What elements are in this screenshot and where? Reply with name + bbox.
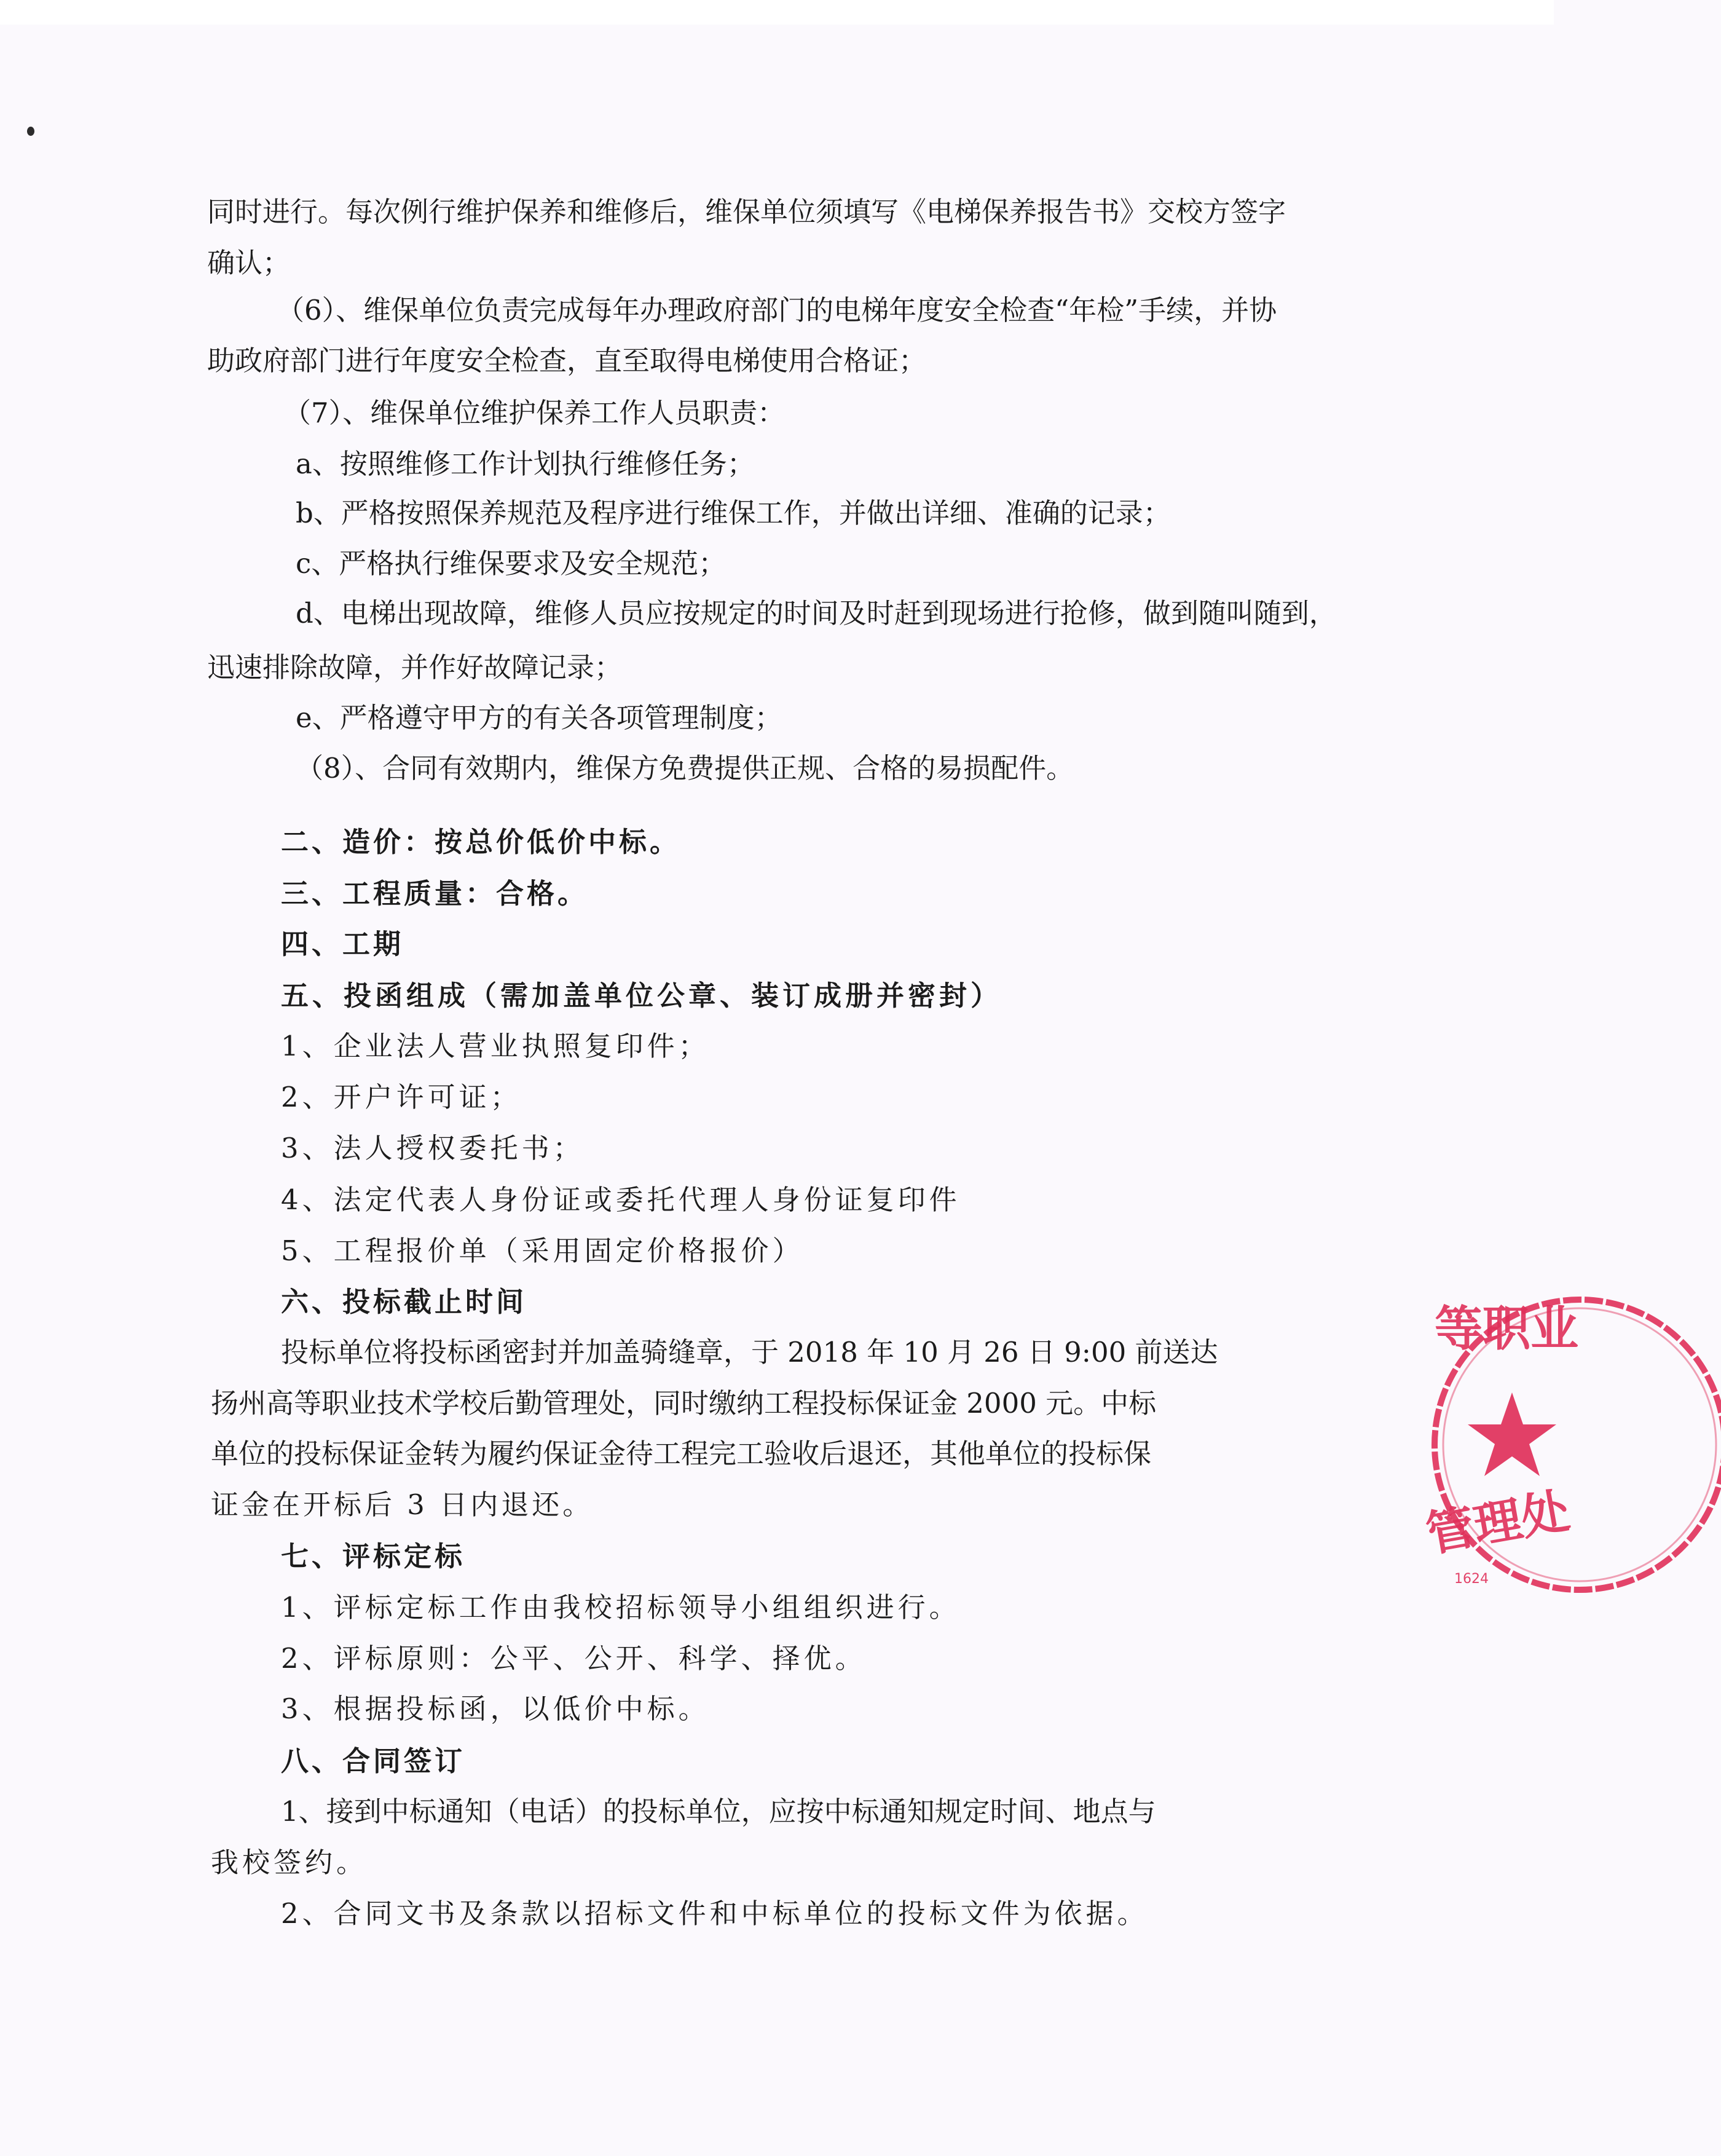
text-line: a、按照维修工作计划执行维修任务； bbox=[296, 448, 755, 480]
text-line: 1、评标定标工作由我校招标领导小组组织进行。 bbox=[281, 1591, 961, 1624]
text-line: 2、评标原则：公平、公开、科学、择优。 bbox=[281, 1642, 867, 1675]
text-line: 3、根据投标函，以低价中标。 bbox=[281, 1692, 710, 1725]
text-line: （8）、合同有效期内，维保方免费提供正规、合格的易损配件。 bbox=[296, 752, 1074, 784]
text-line: c、严格执行维保要求及安全规范； bbox=[296, 547, 727, 580]
text-line: 证金在开标后 3 日内退还。 bbox=[211, 1488, 594, 1521]
text-line: 迅速排除故障，并作好故障记录； bbox=[207, 651, 623, 684]
seal-text-bottom: 管理处 bbox=[1422, 1483, 1574, 1563]
official-seal bbox=[1422, 1279, 1579, 1611]
text-line: 我校签约。 bbox=[211, 1846, 368, 1879]
text-line: e、严格遵守甲方的有关各项管理制度； bbox=[296, 701, 782, 734]
section-heading: 三、工程质量：合格。 bbox=[281, 877, 589, 910]
section-heading: 八、合同签订 bbox=[281, 1745, 466, 1777]
scan-speck bbox=[27, 127, 34, 136]
section-heading: 四、工期 bbox=[281, 928, 404, 960]
text-line: 4、法定代表人身份证或委托代理人身份证复印件 bbox=[281, 1183, 961, 1216]
text-line: 确认； bbox=[207, 247, 291, 279]
section-heading: 七、评标定标 bbox=[281, 1540, 466, 1573]
text-line: 投标单位将投标函密封并加盖骑缝章，于 2018 年 10 月 26 日 9:00 前送达 bbox=[281, 1336, 1218, 1368]
text-line: 扬州高等职业技术学校后勤管理处，同时缴纳工程投标保证金 2000 元。中标 bbox=[211, 1387, 1157, 1420]
text-line: 3、法人授权委托书； bbox=[281, 1132, 585, 1164]
section-heading: 五、投函组成（需加盖单位公章、装订成册并密封） bbox=[281, 979, 1002, 1012]
text-line: 助政府部门进行年度安全检查，直至取得电梯使用合格证； bbox=[207, 344, 927, 377]
text-line: 2、开户许可证； bbox=[281, 1081, 522, 1113]
text-line: 5、工程报价单（采用固定价格报价） bbox=[281, 1234, 804, 1267]
seal-star-icon bbox=[1468, 1392, 1556, 1476]
text-line: b、严格按照保养规范及程序进行维保工作，并做出详细、准确的记录； bbox=[296, 497, 1171, 529]
seal-text-top: 等职业 bbox=[1435, 1301, 1579, 1357]
seal-code: 1624 bbox=[1454, 1571, 1489, 1587]
section-heading: 六、投标截止时间 bbox=[281, 1285, 527, 1318]
text-line: 单位的投标保证金转为履约保证金待工程完工验收后退还，其他单位的投标保 bbox=[211, 1437, 1152, 1470]
scan-top-border bbox=[0, 0, 1554, 25]
text-line: 同时进行。每次例行维护保养和维修后，维保单位须填写《电梯保养报告书》交校方签字 bbox=[207, 195, 1286, 228]
text-line: 1、接到中标通知（电话）的投标单位，应按中标通知规定时间、地点与 bbox=[281, 1795, 1156, 1828]
section-heading: 二、造价：按总价低价中标。 bbox=[281, 826, 681, 858]
text-line: 2、合同文书及条款以招标文件和中标单位的投标文件为依据。 bbox=[281, 1897, 1149, 1930]
text-line: 1、企业法人营业执照复印件； bbox=[281, 1030, 710, 1062]
text-line: （7）、维保单位维护保养工作人员职责： bbox=[283, 397, 786, 429]
text-line: （6）、维保单位负责完成每年办理政府部门的电梯年度安全检查“年检”手续，并协 bbox=[277, 294, 1277, 326]
text-line: d、电梯出现故障，维修人员应按规定的时间及时赶到现场进行抢修，做到随叫随到， bbox=[296, 597, 1337, 630]
